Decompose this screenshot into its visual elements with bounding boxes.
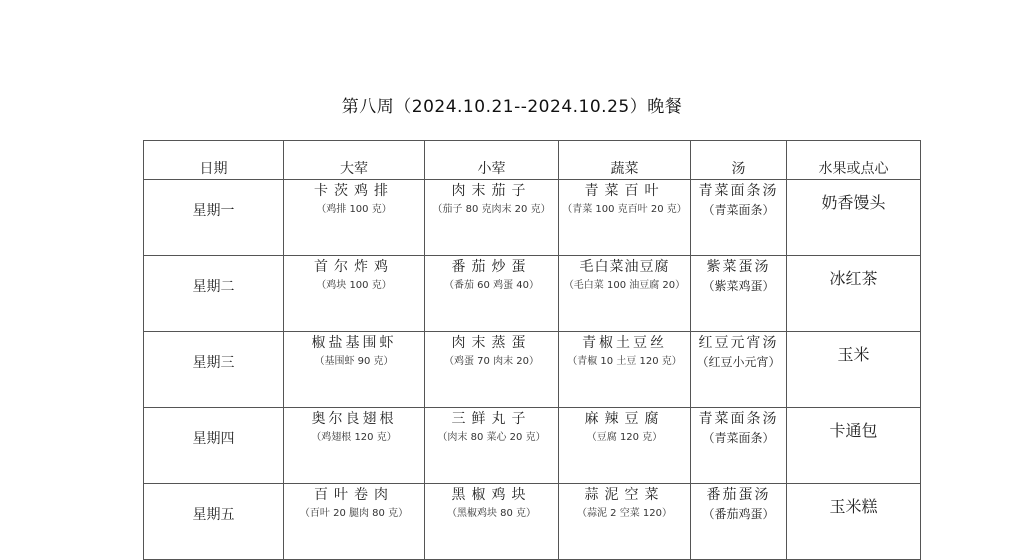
soup-detail: （青菜面条） — [702, 431, 775, 445]
veg-dish-detail: （青椒 10 土豆 120 克） — [567, 356, 682, 367]
side-cell — [425, 256, 559, 332]
soup-cell — [691, 180, 787, 256]
side-dish-detail: （黑椒鸡块 80 克） — [446, 508, 537, 519]
soup-name: 紫菜蛋汤 — [706, 259, 771, 275]
main-dish-name: 奥尔良翅根 — [311, 411, 397, 427]
fruit-cell: 奶香馒头 — [787, 180, 921, 256]
main-dish-detail: （百叶 20 腿肉 80 克） — [299, 508, 409, 519]
main-cell — [284, 256, 425, 332]
main-dish-detail: （鸡块 100 克） — [316, 280, 392, 291]
side-dish-name: 三鲜丸子 — [451, 411, 532, 427]
main-dish-name: 首尔炸鸡 — [314, 259, 394, 275]
main-dish-name: 卡茨鸡排 — [314, 183, 394, 199]
side-cell — [425, 180, 559, 256]
main-dish-name: 椒盐基围虾 — [311, 335, 397, 351]
day-cell: 星期三 — [144, 332, 284, 408]
soup-cell — [691, 332, 787, 408]
soup-name: 红豆元宵汤 — [698, 335, 779, 351]
side-dish-detail: （肉末 80 菜心 20 克） — [437, 432, 546, 443]
header-side: 小荤 — [425, 141, 559, 180]
veg-cell — [559, 256, 691, 332]
side-dish-name: 黑椒鸡块 — [451, 487, 532, 503]
side-cell — [425, 408, 559, 484]
soup-name: 青菜面条汤 — [698, 183, 779, 199]
side-dish-name: 肉末蒸蛋 — [451, 335, 532, 351]
soup-detail: （红豆小元宵） — [696, 355, 781, 369]
veg-dish-detail: （青菜 100 克百叶 20 克） — [562, 204, 687, 215]
day-cell: 星期一 — [144, 180, 284, 256]
header-main: 大荤 — [284, 141, 425, 180]
soup-name: 番茄蛋汤 — [706, 487, 771, 503]
veg-dish-name: 麻辣豆腐 — [584, 411, 665, 427]
menu-table — [143, 140, 921, 560]
main-dish-detail: （基围虾 90 克） — [314, 356, 394, 367]
header-veg: 蔬菜 — [559, 141, 691, 180]
main-dish-detail: （鸡翅根 120 克） — [311, 432, 397, 443]
side-dish-detail: （茄子 80 克肉末 20 克） — [432, 204, 551, 215]
side-dish-name: 肉末茄子 — [451, 183, 532, 199]
main-dish-name: 百叶卷肉 — [314, 487, 394, 503]
header-day: 日期 — [144, 141, 284, 180]
soup-cell — [691, 256, 787, 332]
side-dish-detail: （番茄 60 鸡蛋 40） — [444, 280, 539, 291]
veg-dish-name: 毛白菜油豆腐 — [579, 259, 670, 275]
main-cell — [284, 408, 425, 484]
veg-cell — [559, 408, 691, 484]
soup-detail: （青菜面条） — [702, 203, 775, 217]
header-fruit: 水果或点心 — [787, 141, 921, 180]
veg-dish-detail: （蒜泥 2 空菜 120） — [577, 508, 672, 519]
table-row — [144, 256, 921, 332]
fruit-cell: 冰红茶 — [787, 256, 921, 332]
fruit-cell: 卡通包 — [787, 408, 921, 484]
soup-detail: （紫菜鸡蛋） — [702, 279, 775, 293]
day-cell: 星期四 — [144, 408, 284, 484]
table-row — [144, 180, 921, 256]
main-dish-detail: （鸡排 100 克） — [316, 204, 392, 215]
veg-cell — [559, 332, 691, 408]
table-row — [144, 332, 921, 408]
fruit-cell: 玉米 — [787, 332, 921, 408]
veg-dish-name: 青菜百叶 — [584, 183, 665, 199]
header-row — [144, 141, 921, 180]
day-cell: 星期五 — [144, 484, 284, 560]
main-cell — [284, 180, 425, 256]
fruit-cell: 玉米糕 — [787, 484, 921, 560]
soup-detail: （番茄鸡蛋） — [702, 507, 775, 521]
table-row — [144, 484, 921, 560]
side-cell — [425, 332, 559, 408]
soup-cell — [691, 484, 787, 560]
main-cell — [284, 332, 425, 408]
veg-cell — [559, 484, 691, 560]
page-title: 第八周（2024.10.21--2024.10.25）晚餐 — [341, 97, 683, 117]
header-soup: 汤 — [691, 141, 787, 180]
table-row — [144, 408, 921, 484]
side-cell — [425, 484, 559, 560]
soup-cell — [691, 408, 787, 484]
veg-dish-detail: （毛白菜 100 油豆腐 20） — [563, 280, 686, 291]
day-cell: 星期二 — [144, 256, 284, 332]
veg-dish-name: 蒜泥空菜 — [584, 487, 665, 503]
veg-dish-name: 青椒土豆丝 — [582, 335, 667, 351]
main-cell — [284, 484, 425, 560]
veg-cell — [559, 180, 691, 256]
veg-dish-detail: （豆腐 120 克） — [586, 432, 663, 443]
side-dish-detail: （鸡蛋 70 肉末 20） — [444, 356, 539, 367]
soup-name: 青菜面条汤 — [698, 411, 779, 427]
side-dish-name: 番茄炒蛋 — [451, 259, 532, 275]
